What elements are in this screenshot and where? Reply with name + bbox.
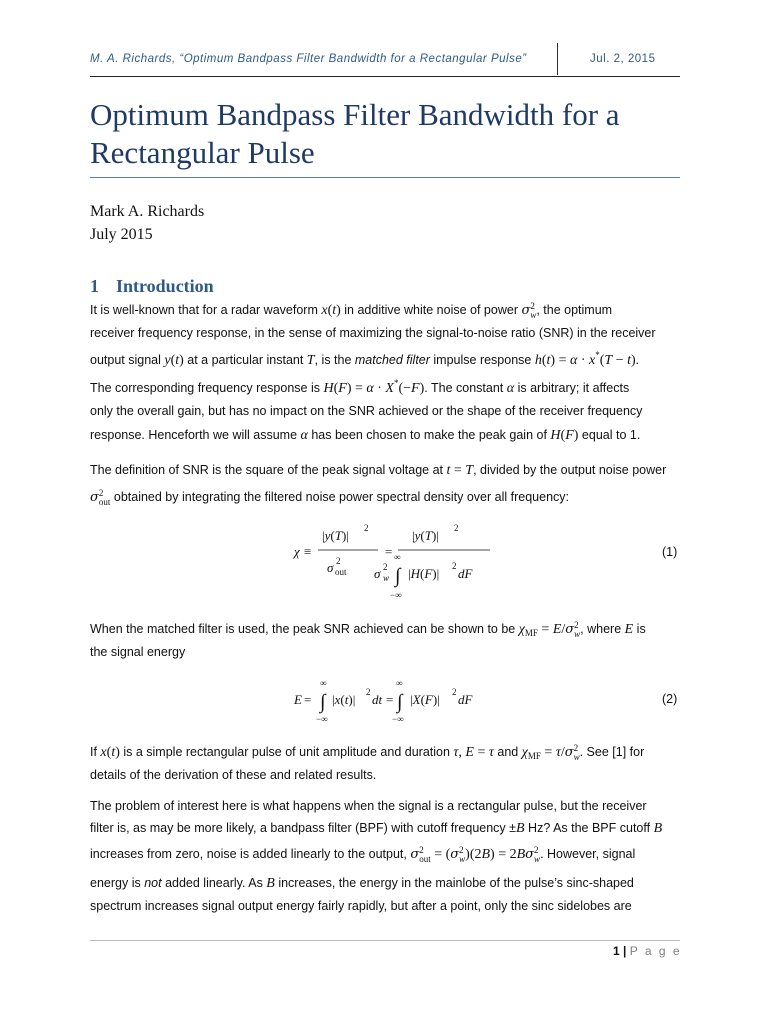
svg-text:|X(F)|: |X(F)| <box>410 692 440 707</box>
svg-text:2: 2 <box>452 561 457 571</box>
p5-line-1: The problem of interest here is what happens when the signal is a rectangular pulse, but the receiver <box>90 799 647 813</box>
paper-title <box>90 96 690 172</box>
svg-text:−∞: −∞ <box>392 714 404 724</box>
section-number: 1 <box>90 276 99 296</box>
header-divider <box>557 43 558 75</box>
svg-text:w: w <box>383 573 390 583</box>
svg-text:∫: ∫ <box>397 691 403 713</box>
equation-number-2: (2) <box>662 692 678 706</box>
svg-text:∫: ∫ <box>395 565 401 587</box>
equation-number-1: (1) <box>662 545 678 559</box>
p1-line-3: output signal y(t) at a particular instant T, is the matched filter impulse response h(t) = α · x*(T − t). <box>90 350 640 368</box>
svg-text:|y(T)|: |y(T)| <box>322 528 349 543</box>
svg-text:out: out <box>335 567 347 577</box>
section-title: Introduction <box>116 276 214 296</box>
svg-text:∞: ∞ <box>320 678 327 688</box>
p4-line-1: If x(t) is a simple rectangular pulse of unit amplitude and duration τ, E = τ and $\chi_{MF} = \tau/\sigma 2$ w. See [1] for <box>90 743 645 762</box>
svg-text:dt: dt <box>372 692 383 707</box>
title-rule <box>90 177 680 178</box>
author-block <box>90 200 204 246</box>
svg-text:dF: dF <box>458 566 473 581</box>
svg-text:=: = <box>386 692 394 707</box>
p5-line-4: energy is not added linearly. As B increases, the energy in the mainlobe of the pulse’s sinc-shaped <box>90 876 634 891</box>
header-rule <box>90 76 680 77</box>
svg-text:E: E <box>294 692 302 707</box>
svg-text:≡: ≡ <box>304 544 312 559</box>
equation-snr <box>290 520 490 604</box>
footer-rule <box>90 940 680 941</box>
p2-line-1: The definition of SNR is the square of the peak signal voltage at t = T, divided by the output noise power <box>90 463 667 478</box>
svg-text:2: 2 <box>452 687 457 697</box>
title-line-1: Optimum Bandpass Filter Bandwidth for a <box>90 97 620 132</box>
running-header-title: M. A. Richards, “Optimum Bandpass Filter Bandwidth for a Rectangular Pulse” <box>90 53 527 65</box>
p5-line-2: filter is, as may be more likely, a bandpass filter (BPF) with cutoff frequency ±B Hz? As the BPF cutoff B <box>90 821 663 836</box>
page-footer <box>613 944 682 958</box>
svg-text:|y(T)|: |y(T)| <box>412 528 439 543</box>
svg-text:2: 2 <box>364 523 369 533</box>
running-header-date: Jul. 2, 2015 <box>590 53 656 65</box>
svg-text:2: 2 <box>383 562 388 572</box>
p3-line-2: the signal energy <box>90 645 186 659</box>
svg-text:χ: χ <box>294 544 300 559</box>
section-heading <box>90 276 214 297</box>
svg-text:2: 2 <box>366 687 371 697</box>
svg-text:2: 2 <box>454 523 459 533</box>
footer-separator: | <box>619 944 630 958</box>
svg-text:∞: ∞ <box>396 678 403 688</box>
svg-text:2: 2 <box>336 556 341 566</box>
svg-text:|H(F)|: |H(F)| <box>408 566 440 581</box>
svg-text:∫: ∫ <box>320 691 326 713</box>
svg-text:σ: σ <box>374 566 381 581</box>
p4-line-2: details of the derivation of these and related results. <box>90 768 377 782</box>
p1-line-6: response. Henceforth we will assume α has been chosen to make the peak gain of H(F) equal to 1. <box>90 428 641 443</box>
svg-text:dF: dF <box>458 692 473 707</box>
svg-text:|x(t)|: |x(t)| <box>332 692 356 707</box>
title-line-2: Rectangular Pulse <box>90 135 315 170</box>
p1-line-1: It is well-known that for a radar waveform x(t) in additive white noise of power σ2 w, the optimum <box>90 301 613 320</box>
svg-text:−∞: −∞ <box>316 714 328 724</box>
p5-line-3: increases from zero, noise is added linearly to the output, σ2 out = (σ2 w)(2B) = 2Bσ2 w. However, signal <box>90 845 636 864</box>
equation-energy <box>292 676 492 726</box>
p5-line-5: spectrum increases signal output energy fairly rapidly, but after a point, only the sinc sidelobes are <box>90 899 632 913</box>
paper-date: July 2015 <box>90 226 153 243</box>
svg-text:σ: σ <box>327 560 334 575</box>
p1-line-4: The corresponding frequency response is H(F) = α · X*(−F). The constant α is arbitrary; it affects <box>90 378 630 396</box>
svg-text:=: = <box>304 692 312 707</box>
svg-text:∞: ∞ <box>394 552 401 562</box>
page-number: 1 <box>613 944 620 958</box>
p2-line-2: σ2 out obtained by integrating the filtered noise power spectral density over all frequency: <box>90 488 569 507</box>
svg-text:=: = <box>385 544 393 559</box>
p1-line-2: receiver frequency response, in the sense of maximizing the signal-to-noise ratio (SNR) in the receiver <box>90 326 656 340</box>
author-name: Mark A. Richards <box>90 203 205 220</box>
p3-line-1: When the matched filter is used, the peak SNR achieved can be shown to be $\chi_{MF} = E/\sigma 2$ w, where E is <box>90 620 646 639</box>
p1-line-5: only the overall gain, but has no impact on the SNR achieved or the shape of the receiver frequency <box>90 404 643 418</box>
svg-text:−∞: −∞ <box>390 590 402 600</box>
page-label: P a g e <box>629 944 682 958</box>
